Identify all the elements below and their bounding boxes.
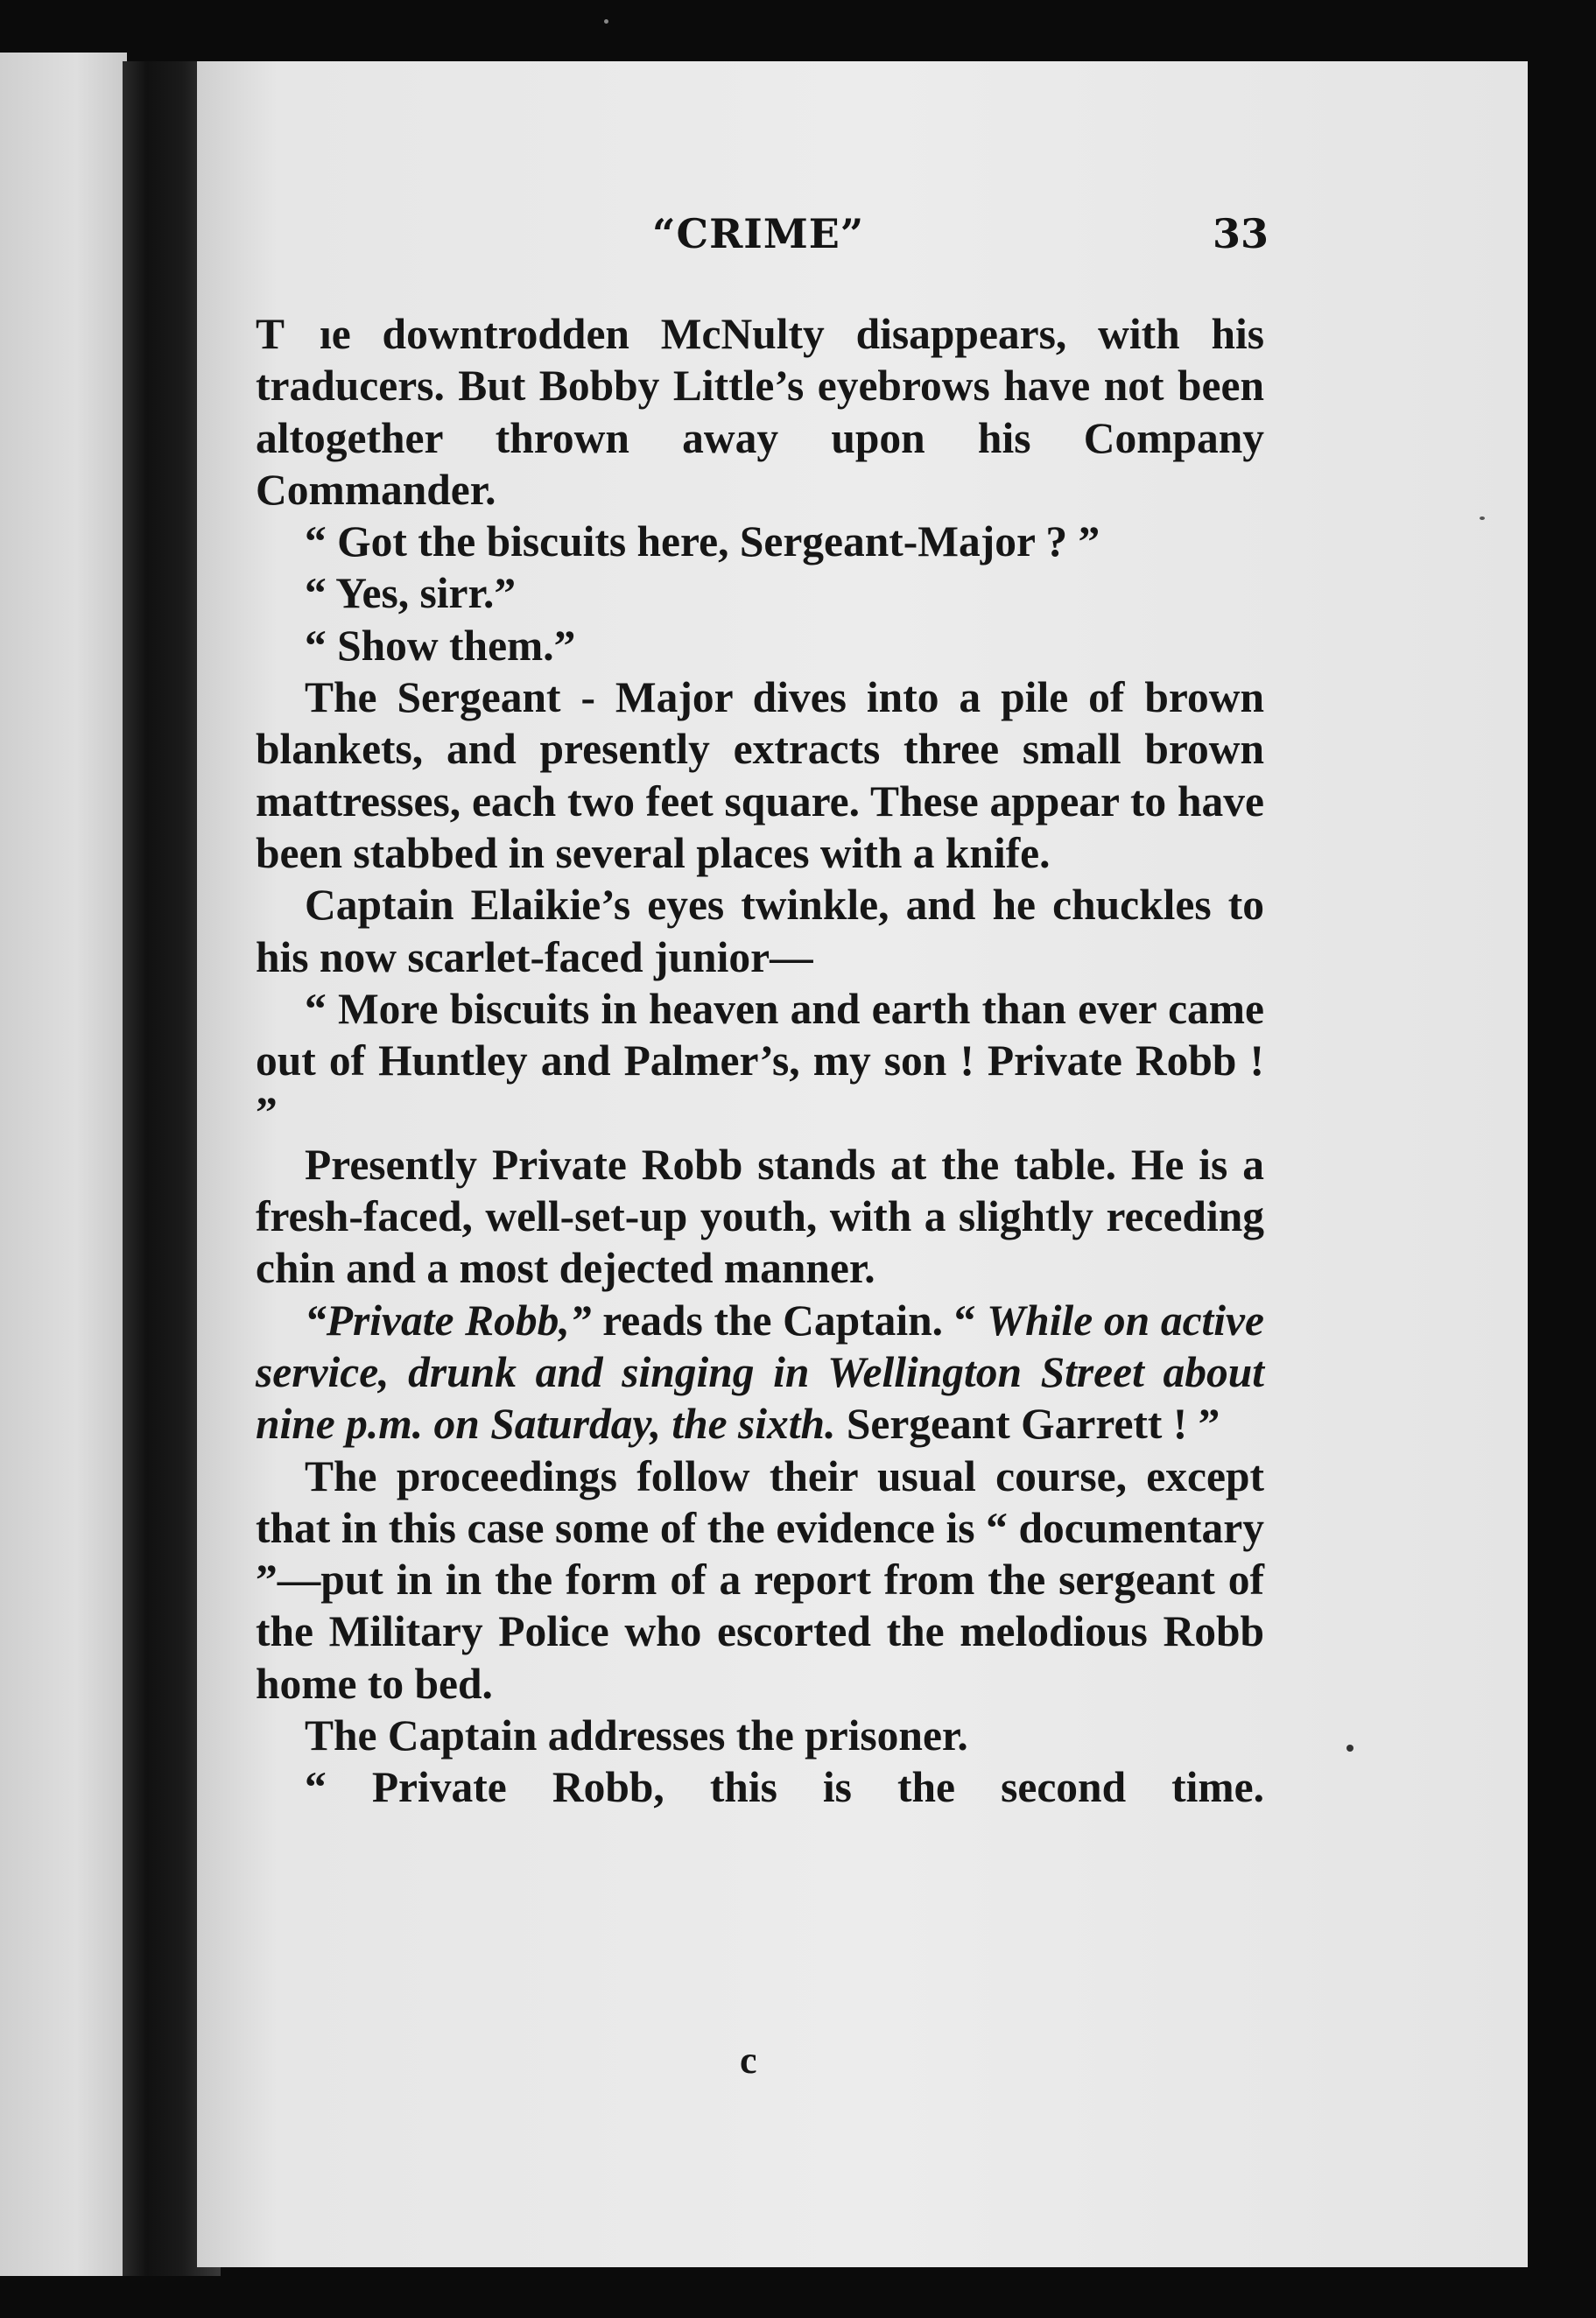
- paragraph: The Sergeant - Major dives into a pile of brown blankets, and presently extracts three small brown mattresses, each two feet square. These appear to have been stabbed in several places with a knife.: [256, 673, 1264, 877]
- italic-text: “Private Robb,”: [305, 1296, 592, 1345]
- paper-speck: [1346, 1745, 1353, 1752]
- paragraph: “ Yes, sirr.”: [305, 569, 517, 618]
- paragraph: “ Show them.”: [305, 621, 576, 670]
- scan-border: [1528, 35, 1596, 2318]
- chapter-title: “CRIME”: [652, 210, 865, 257]
- italic-text: While on active service, drunk and singing in Wellington Street about nine p.m. on Saturday, the sixth.: [256, 1296, 1264, 1449]
- paragraph: “ Got the biscuits here, Sergeant-Major ? ”: [305, 517, 1100, 566]
- paper-speck: [604, 19, 608, 24]
- paragraph: T ıe downtrodden McNulty disappears, with his traducers. But Bobby Little’s eyebrows have not been altogether thrown away upon his Company Commander.: [256, 310, 1264, 514]
- plain-text: Sergeant Garrett ! ”: [835, 1400, 1220, 1449]
- paragraph: “ More biscuits in heaven and earth than ever came out of Huntley and Palmer’s, my son ! Private Robb ! ”: [256, 984, 1264, 1137]
- paragraph: Presently Private Robb stands at the table. He is a fresh-faced, well-set-up youth, with a slightly receding chin and a most dejected manner.: [256, 1140, 1264, 1293]
- paragraph: The Captain addresses the prisoner.: [305, 1711, 968, 1760]
- signature-mark: c: [740, 2039, 757, 2082]
- paragraph: Captain Elaikie’s eyes twinkle, and he chuckles to his now scarlet-faced junior—: [256, 881, 1264, 981]
- paragraph: [256, 1295, 1264, 1451]
- facing-page-edge: [0, 53, 127, 2276]
- paper-speck: [1480, 516, 1485, 520]
- plain-text: reads the Captain. “: [591, 1296, 988, 1345]
- running-head: [0, 210, 1596, 263]
- paragraph: The proceedings follow their usual course, except that in this case some of the evidence is “ documentary ”—put in in the form of a report from the sergeant of the Military Police who escorted the melodious Robb home to bed.: [256, 1451, 1264, 1708]
- paragraph: “ Private Robb, this is the second time.: [305, 1763, 1264, 1812]
- page-number: 33: [1213, 210, 1269, 257]
- body-text: [256, 308, 1264, 1814]
